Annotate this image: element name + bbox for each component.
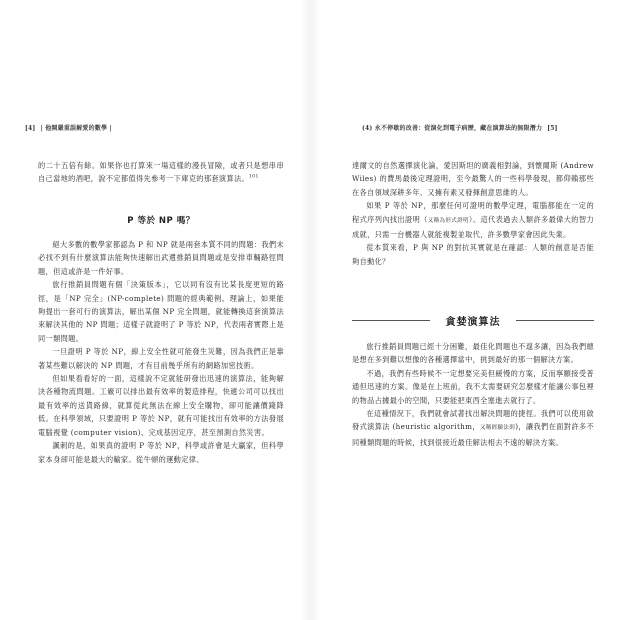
left-book-title: | 他開嚴重誤解愛的數學 | bbox=[40, 125, 112, 132]
note-ref: 101 bbox=[249, 175, 259, 181]
gutter-shade bbox=[300, 0, 320, 620]
inline-note: 又稱經驗法則 bbox=[479, 425, 516, 432]
paragraph-text: 在這種情況下，我們就會試著找出解決問題的捷徑。我們可以使用啟發式演算法 (heuristic algorithm， bbox=[352, 409, 594, 432]
left-page-body bbox=[38, 238, 284, 466]
right-running-head bbox=[362, 123, 561, 132]
paragraph: 諷刺的是，如果真的證明 P 等於 NP，科學或許會是大贏家，但科學家本身卻可能是最大的輸家。從牛頓的運動定律、 bbox=[38, 441, 284, 464]
left-running-head bbox=[22, 123, 112, 132]
section-title: 貪婪演算法 bbox=[445, 317, 501, 328]
paragraph bbox=[38, 159, 284, 186]
paragraph: 達爾文的自然選擇演化論，愛因斯坦的廣義相對論，到懷爾斯 (Andrew Wiles) 的費馬最後定理證明，至今最驚人的一些科學發現，都仰賴那些在各自領域深耕多年、又擁有素又發揮創意思維的人。 bbox=[352, 161, 594, 197]
paragraph: 絕大多數的數學家都認為 P 和 NP 就是兩套本質不同的問題：我們未必找不到有什麼演算法能夠快速解出武遺推銷員問題或是安排車輛路徑問題，但這或許是一件好事。 bbox=[38, 240, 284, 276]
paragraph: 從本質來看，P 與 NP 的對抗其實就是在確認：人類的創意是否能夠自動化？ bbox=[352, 243, 594, 266]
paragraph-text: 如果 P 等於 NP，那麼任何可證明的數學定理，電腦都能在一定的程式序列內找出證明（ bbox=[352, 201, 594, 224]
left-page-top-text bbox=[38, 159, 284, 186]
inline-note: 又稱為形式證明 bbox=[427, 217, 469, 224]
subhead-p-vs-np: P 等於 NP 嗎？ bbox=[127, 216, 195, 226]
paragraph: 但如果看看好的一面，這樣說不定就能研發出迅速的演算法，能夠解決各種物流問題。工廠可以排出最有效率的製造排程，快遞公司可以找出最有效率的送貨路線，就算從此無法在線上安全購物，卻可能讓價錢降低。在科學領域，只要證明 P 等於 NP，就有可能找出有效率的方法發展電腦視覺 (computer vision)、完成基因定序，甚至預測自然災害。 bbox=[38, 374, 284, 437]
paragraph: 不過，我們有些時候不一定想要完美但緩慢的方案，反而寧願接受普通但迅速的方案。像是在上班前，我不太需要研究怎麼樣才能讓公事包裡的物品占據最小的空間，只要能把東西全塞進去就行了。 bbox=[352, 368, 594, 405]
right-chapter-title: (4) 永不停歇的改善：從演化到電子病歷，藏在演算法的無限潛力 bbox=[362, 125, 543, 132]
paragraph bbox=[352, 407, 594, 449]
paragraph: 旅行推銷員問題已經十分困難，最佳化問題也不遑多讓，因為我們總是想在多到難以想像的各種選擇當中，挑到最好的那一個解決方案。 bbox=[352, 342, 594, 365]
paragraph-text: 的二十五倍有餘。如果你也打算來一場這樣的漫長冒險，或者只是想串串自己當地的酒吧，說不定都值得先參考一下庫克的那套演算法。 bbox=[38, 161, 284, 184]
paragraph bbox=[352, 199, 594, 241]
right-page-body bbox=[352, 340, 594, 449]
right-page-top-text bbox=[352, 159, 594, 268]
paragraph-text: )，讓我們在面對許多不同種類問題的時候，找到很接近最佳解法相去不遠的解決方案。 bbox=[352, 422, 594, 447]
section-heading-greedy-algorithm bbox=[352, 313, 594, 327]
paragraph-text: ）。這代表過去人類許多最偉大的智力成就，只需一台機器人就能複製並取代，許多數學家會因此失業。 bbox=[352, 214, 594, 240]
left-page-number: [4] bbox=[25, 125, 36, 132]
paragraph: 旅行推銷員問題有個「決策版本」，它以同有沒有比某長度更短的路徑，是「NP 完全」(NP-complete) 問題的經典範例。理論上，如果能夠提出一套可行的演算法，解出某個 NP 完全問題，就能轉換這套演算法來解決其他的 NP 問題；這樣子就證明了 P 等於 NP，代表兩者實際上是同一類問題。 bbox=[38, 280, 284, 343]
heading-rule-right bbox=[516, 320, 594, 321]
paragraph: 一旦證明 P 等於 NP，線上安全性就可能發生災難，因為我們正是靠著某些難以解決的 NP 問題，才有目前幾乎所有的網路加密技術。 bbox=[38, 347, 284, 370]
right-page-number: [5] bbox=[547, 125, 558, 132]
